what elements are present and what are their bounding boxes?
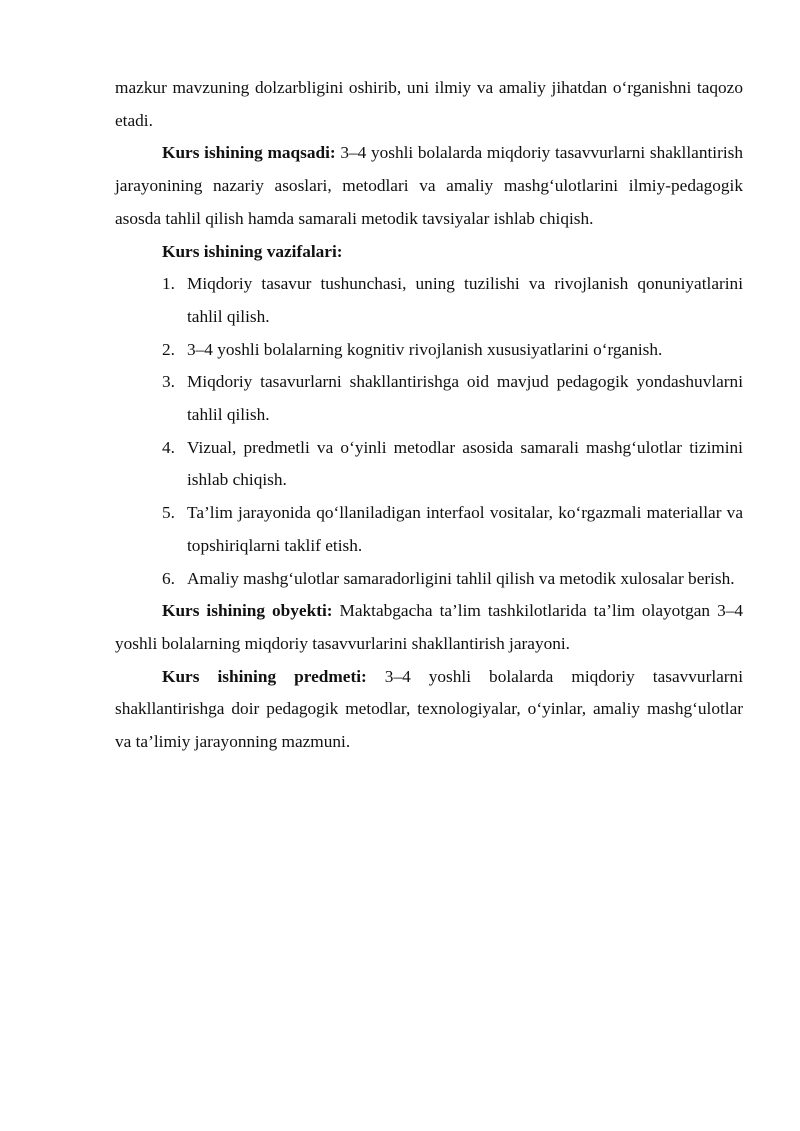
intro-paragraph: mazkur mavzuning dolzarbligini oshirib, uni ilmiy va amaliy jihatdan o‘rganishni taqozo etadi. (115, 78, 743, 130)
list-item (115, 497, 743, 562)
list-item-number: 2. (162, 339, 175, 359)
list-item-text: Miqdoriy tasavur tushunchasi, uning tuzilishi va rivojlanish qonuniyatlarini tahlil qilish. (187, 274, 743, 326)
list-item-text: Vizual, predmetli va o‘yinli metodlar asosida samarali mashg‘ulotlar tizimini ishlab chiqish. (187, 437, 743, 490)
maqsad-paragraph (115, 137, 743, 235)
list-item (115, 563, 743, 596)
list-item-number: 3. (162, 372, 175, 392)
obyekt-label: Kurs ishining obyekti: (162, 601, 333, 621)
list-item-text: Amaliy mashg‘ulotlar samaradorligini tahlil qilish va metodik xulosalar berish. (187, 568, 735, 588)
maqsad-label: Kurs ishining maqsadi: (162, 143, 336, 163)
list-item (115, 432, 743, 497)
list-item (115, 366, 743, 431)
list-item-number: 1. (162, 274, 175, 294)
document-page (115, 72, 743, 759)
list-item-number: 4. (162, 437, 175, 457)
list-item-text: Ta’lim jarayonida qo‘llaniladigan interfaol vositalar, ko‘rgazmali materiallar va topshiriqlarni taklif etish. (187, 503, 743, 555)
list-item-number: 6. (162, 568, 175, 588)
list-item (115, 268, 743, 333)
list-item (115, 334, 743, 367)
vazifalar-list (115, 268, 743, 595)
maqsad-text: 3–4 yoshli bolalarda miqdoriy tasavvurlarni shakllantirish jarayonining nazariy asoslari, metodlari va amaliy mashg‘ulotlarini ilmiy-pedagogik asosda tahlil qilish hamda samarali metodik tavsiyalar ishlab chiqish. (115, 143, 743, 228)
predmet-text: 3–4 yoshli bolalarda miqdoriy tasavvurlarni shakllantirishga doir pedagogik metodlar, texnologiyalar, o‘yinlar, amaliy mashg‘ulotlar va ta’limiy jarayonning mazmuni. (115, 666, 743, 752)
list-item-text: Miqdoriy tasavurlarni shakllantirishga oid mavjud pedagogik yondashuvlarni tahlil qilish. (187, 372, 743, 425)
predmet-label: Kurs ishining predmeti: (162, 666, 367, 686)
obyekt-text: Maktabgacha ta’lim tashkilotlarida ta’lim olayotgan 3–4 yoshli bolalarning miqdoriy tasavvurlarini shakllantirish jarayoni. (115, 601, 743, 653)
list-item-number: 5. (162, 503, 175, 523)
list-item-text: 3–4 yoshli bolalarning kognitiv rivojlanish xususiyatlarini o‘rganish. (187, 339, 663, 359)
obyekt-paragraph (115, 595, 743, 660)
predmet-paragraph (115, 661, 743, 759)
vazifalar-heading: Kurs ishining vazifalari: (162, 241, 343, 261)
